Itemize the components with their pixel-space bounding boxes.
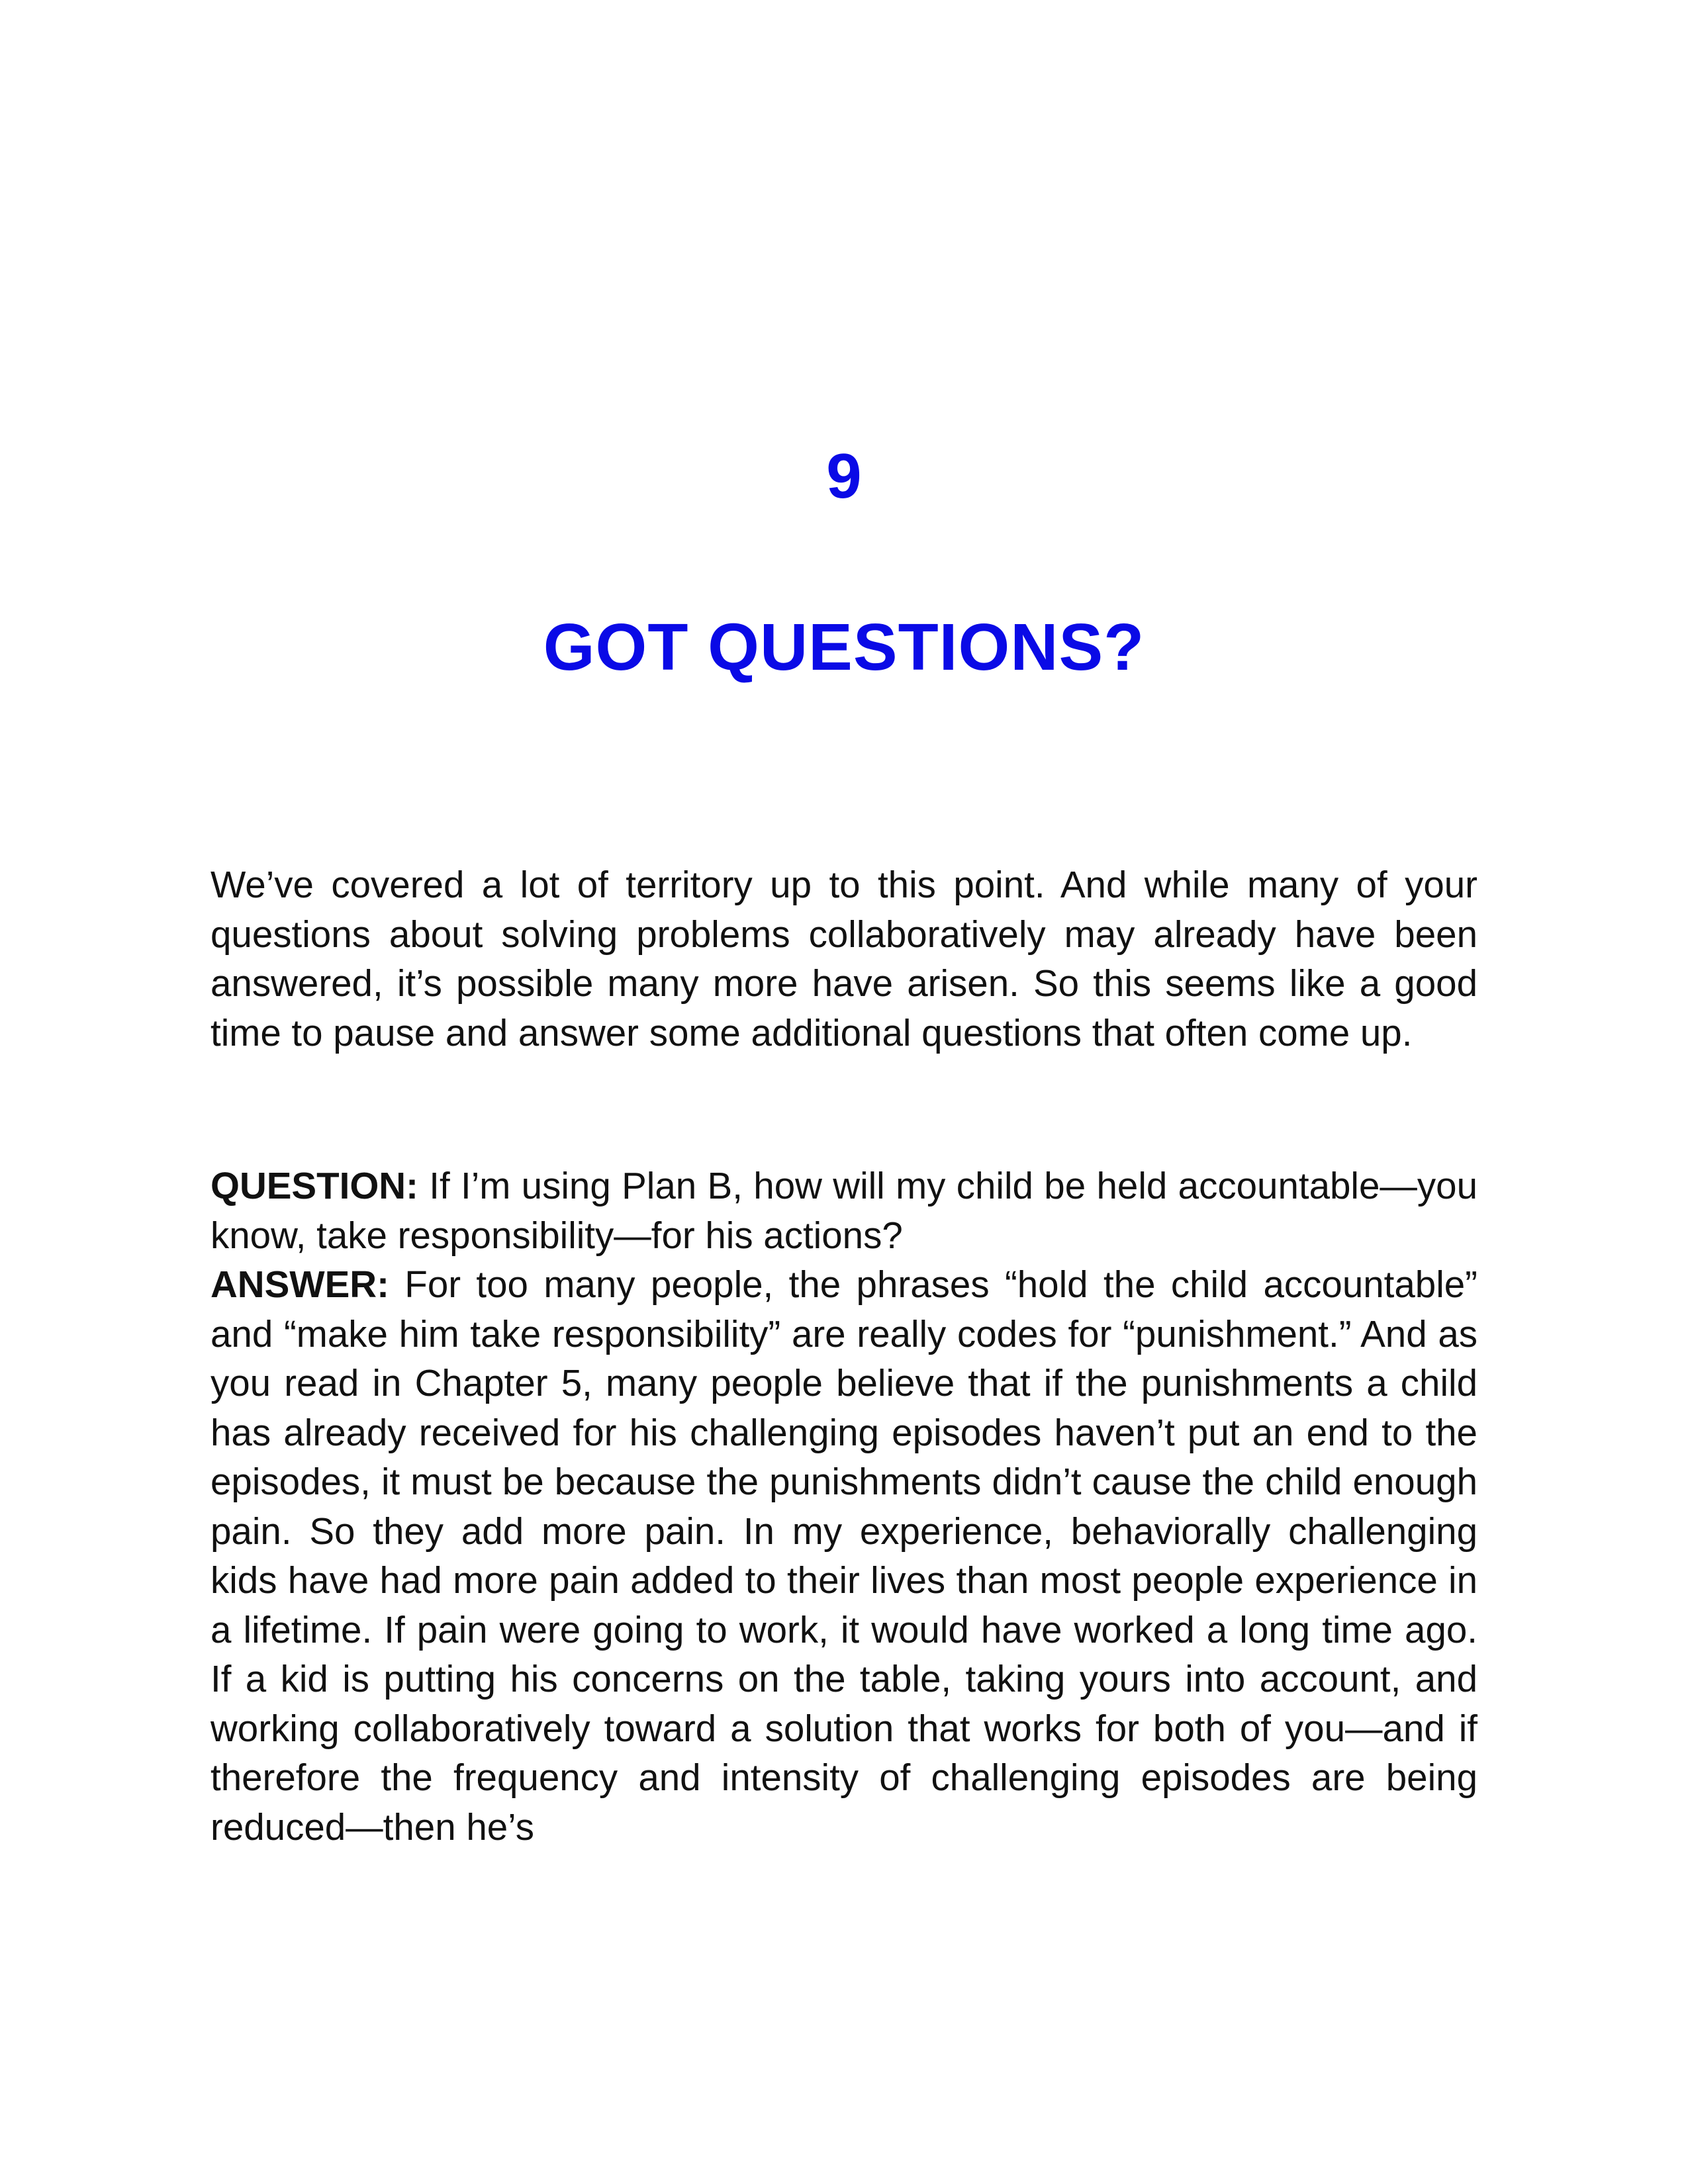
chapter-number: 9 [826,441,862,512]
question-label: QUESTION: [211,1165,418,1206]
intro-section [211,860,1477,1058]
answer-label: ANSWER: [211,1263,389,1305]
question-text: If I’m using Plan B, how will my child be held accountable—you know, take responsibility—for his actions? [211,1165,1477,1256]
chapter-title: GOT QUESTIONS? [543,610,1145,684]
qa-section [211,1161,1477,1852]
intro-paragraph: We’ve covered a lot of territory up to this point. And while many of your questions about solving problems collaboratively may already have been answered, it’s possible many more have arisen. So this seems like a good time to pause and answer some additional questions that often come up. [211,864,1477,1054]
answer-paragraph [211,1260,1477,1852]
question-paragraph [211,1161,1477,1260]
answer-text: For too many people, the phrases “hold the child accountable” and “make him take responsibility” are really codes for “punishment.” And as you read in Chapter 5, many people believe that if the punishments a child has already received for his challenging episodes haven’t put an end to the episodes, it must be because the punishments didn’t cause the child enough pain. So they add more pain. In my experience, behaviorally challenging kids have had more pain added to their lives than most people experience in a lifetime. If pain were going to work, it would have worked a long time ago. If a kid is putting his concerns on the table, taking yours into account, and working collaboratively toward a solution that works for both of you—and if therefore the frequency and intensity of challenging episodes are being reduced—then he’s [211,1263,1477,1848]
